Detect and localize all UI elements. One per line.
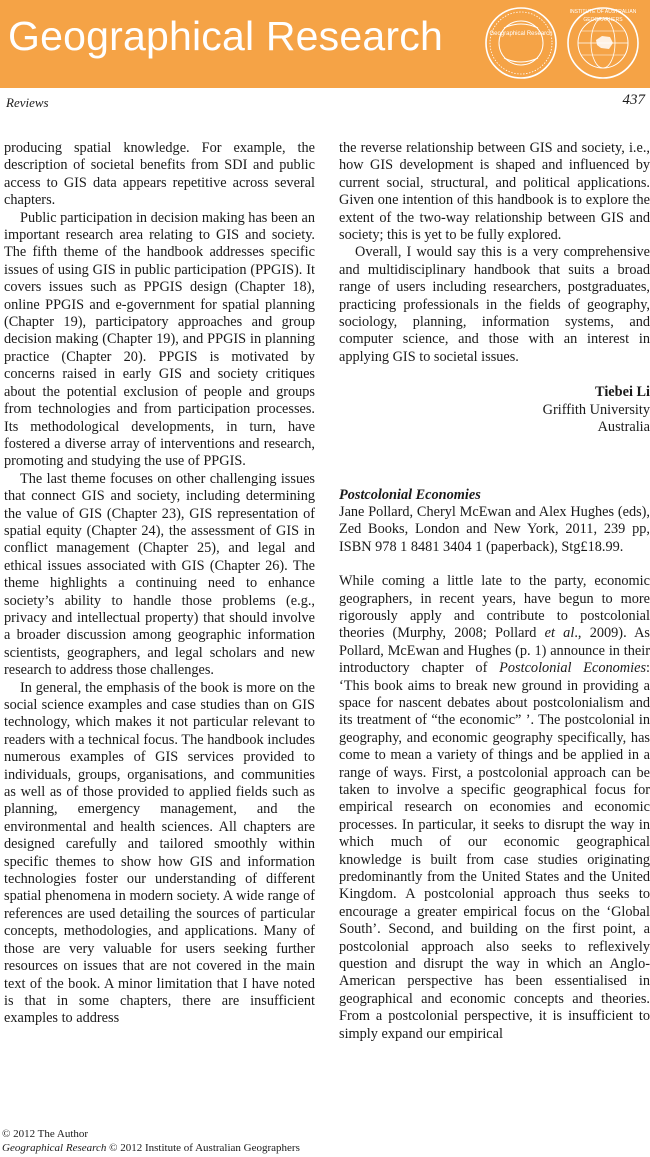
journal-banner bbox=[0, 0, 650, 88]
seal-2-text: INSTITUTE OF AUSTRALIAN GEOGRAPHERS bbox=[569, 9, 637, 23]
reviewer-affiliation: Griffith University bbox=[542, 401, 650, 418]
review-body-paragraph: While coming a little late to the party, economic geographers, in recent years, have begun to more rigorously apply and contribute to postcolonial theories (Murphy, 2008; Pollard et al., 2009). As Pollard, McEwan and Hughes (p. 1) announce in their introductory chapter of Postcolonial Economies: ‘This book aims to break new ground in providing a space for nascent debates about postcolonialism and its treatment of “the economic” ’. The postcolonial in geography, and economic geography specifically, has come to mean a variety of things and be applied in a range of ways. First, a postcolonial approach can be taken to involve a specific geographical focus for empirical research on economies and economic processes. In particular, it seeks to disrupt the way in which much of our economic geographical knowledge is built from case studies originating predominantly from the United States and the United Kingdom. A postcolonial approach thus seeks to encourage a greater empirical focus on the ‘Global South’. Second, and building on the first point, a postcolonial approach also seeks to reflexively question and disrupt the way in which an Anglo-American perspective has been essentialised in geographical and economic concepts and theories. From a postcolonial perspective, it is insufficient to simply expand our empirical bbox=[339, 573, 650, 1042]
reviewer-country: Australia bbox=[597, 419, 650, 436]
page-number: 437 bbox=[622, 92, 645, 108]
institute-seal-logo bbox=[566, 6, 640, 80]
paragraph: Overall, I would say this is a very comprehensive and multidisciplinary handbook that suits a broad range of users including researchers, postgraduates, practicing professionals in the fields of geography, sociology, planning, information systems, and computer science, and those with an interest in applying GIS to societal issues. bbox=[339, 244, 650, 365]
paragraph: the reverse relationship between GIS and society, i.e., how GIS development is shaped and influenced by current social, structural, and political applications. Given one intention of this handbook is to explore the extent of the two-way relationship between GIS and society; this is yet to be fully explored. bbox=[339, 140, 650, 244]
footer-copyright-institute: Geographical Research © 2012 Institute of Australian Geographers bbox=[2, 1142, 300, 1154]
paragraph: The last theme focuses on other challenging issues that connect GIS and society, including determining the value of GIS (Chapter 23), GIS representation of spatial equity (Chapter 24), the assessment of GIS in conflict management (Chapter 25), and legal and ethical issues associated with GIS (Chapter 26). The theme highlights a continuing need to enhance society’s ability to handle those problems (e.g., privacy and intellectual property) that should involve a broader discussion among geographic information scientists, geographers, and legal scholars and new research to address those challenges. bbox=[4, 470, 315, 679]
review-book-title: Postcolonial Economies bbox=[339, 486, 481, 503]
paragraph: Public participation in decision making has been an important research area relating to GIS and society. The fifth theme of the handbook addresses specific issues of using GIS in public participation (PPGIS). It covers issues such as PPGIS design (Chapter 18), online PPGIS and e-government for spatial planning (Chapter 19), participatory approaches and group decision making (Chapter 19), and PPGIS in planning practice (Chapter 20). PPGIS is motivated by concerns raised in early GIS and society critiques about the potential exclusion of people and groups from technologies and from participation processes. Its methodological developments, in turn, have fostered a diverse array of interventions and research, promoting and studying the use of PPGIS. bbox=[4, 209, 315, 470]
paragraph: producing spatial knowledge. For example, the description of societal benefits from SDI and public access to GIS data appears repetitive across several chapters. bbox=[4, 140, 315, 209]
paragraph: In general, the emphasis of the book is more on the social science examples and case studies than on GIS technology, which makes it not particular relevant to readers with a technical focus. The handbook includes numerous examples of GIS services provided to individuals, groups, organisations, and communities as well as of those provided to applied fields such as planning, emergency management, and the environmental and health sciences. All chapters are designed carefully and tailored smoothly within specific themes to show how GIS and information technologies foster our understanding of different spatial phenomena in modern society. A wide range of references are used detailing the sources of particular concepts, methodologies, and applications. Many of those are very valuable for users seeking further resources on issues that are not covered in the main text of the book. A minor limitation that I have noted is that in some chapters, there are insufficient examples to address bbox=[4, 679, 315, 1027]
journal-seal-logo bbox=[484, 6, 558, 80]
left-column bbox=[4, 140, 315, 1028]
seal-1-text: Geographical Research bbox=[489, 31, 553, 37]
footer-copyright-author: © 2012 The Author bbox=[2, 1128, 89, 1140]
right-column bbox=[339, 140, 650, 1043]
page-footer bbox=[2, 1127, 300, 1155]
reviewer-name: Tiebei Li bbox=[595, 384, 650, 401]
running-head-section: Reviews bbox=[6, 95, 49, 110]
journal-title: Geographical Research bbox=[8, 13, 443, 59]
review-bibliographic-info: Jane Pollard, Cheryl McEwan and Alex Hughes (eds), Zed Books, London and New York, 2011, 239 pp, ISBN 978 1 8481 3404 1 (paperback), Stg£18.99. bbox=[339, 503, 650, 555]
